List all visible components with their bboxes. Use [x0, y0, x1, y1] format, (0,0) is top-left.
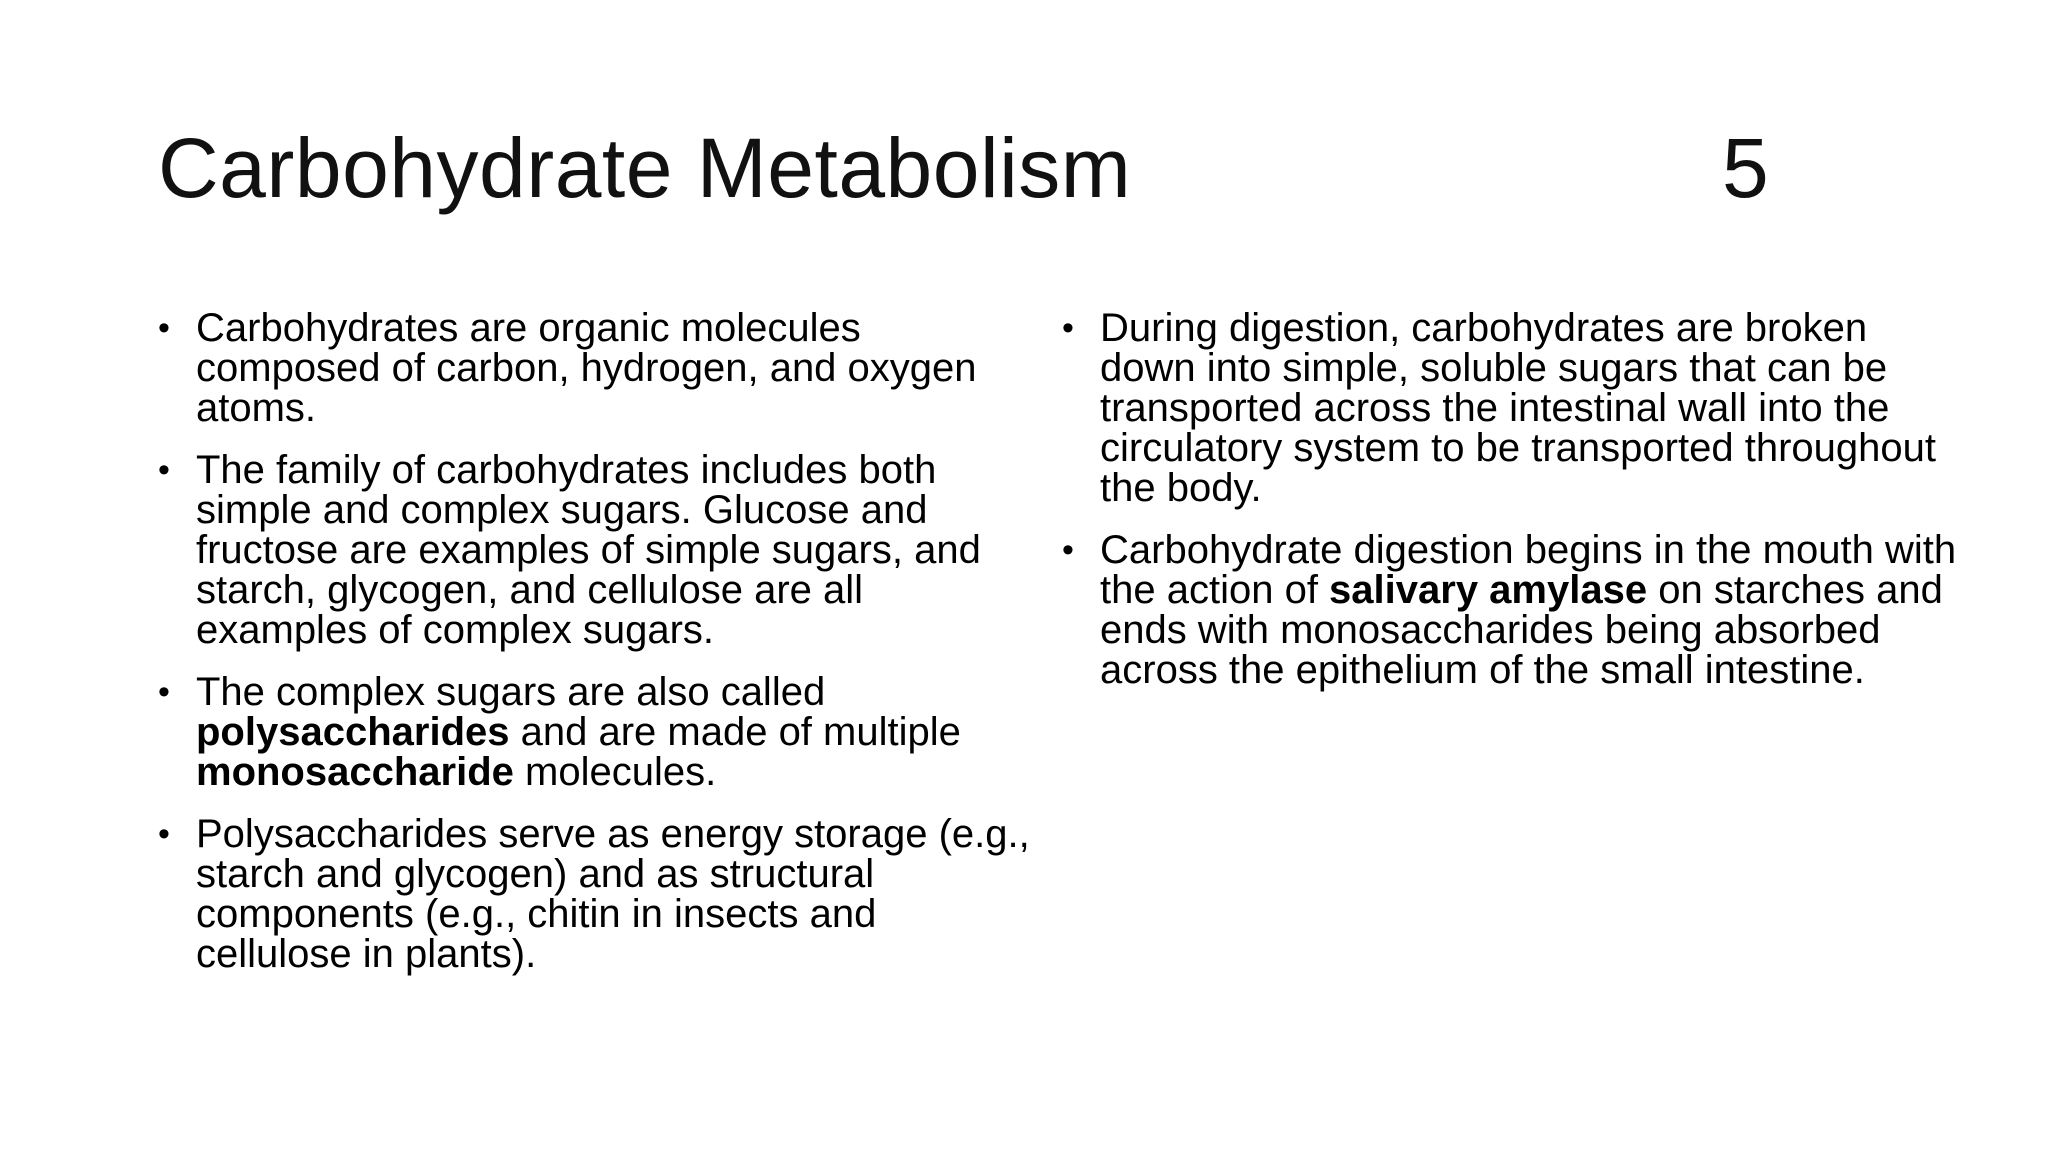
right-bullet-list	[1062, 308, 1962, 712]
bullet-text: During digestion, carbohydrates are broken down into simple, soluble sugars that can be transported across the intestinal wall into the circulatory system to be transported throughout the body.	[1100, 306, 1936, 510]
bullet-icon: •	[158, 815, 170, 853]
bullet-item	[158, 814, 1038, 974]
slide-number: 5	[1722, 121, 1769, 215]
bold-term-monosaccharide: monosaccharide	[196, 750, 514, 794]
bullet-item	[1062, 530, 1962, 690]
bullet-text: and are made of multiple	[509, 710, 961, 754]
bullet-text: The family of carbohydrates includes both simple and complex sugars. Glucose and fructose are examples of simple sugars, and starch, glycogen, and cellulose are all examples of complex sugars.	[196, 448, 981, 652]
bullet-text: Carbohydrate digestion begins in the mouth with the action of	[1100, 528, 1957, 612]
bold-term-polysaccharides: polysaccharides	[196, 710, 510, 754]
bullet-text: molecules.	[513, 750, 717, 794]
bullet-item	[158, 308, 1038, 428]
bullet-text: Polysaccharides serve as energy storage (e.g., starch and glycogen) and as structural components (e.g., chitin in insects and cellulose in plants).	[196, 812, 1030, 976]
bullet-item	[158, 450, 1038, 650]
bullet-text: Carbohydrates are organic molecules composed of carbon, hydrogen, and oxygen atoms.	[196, 306, 977, 430]
slide-title: Carbohydrate Metabolism	[158, 121, 1132, 215]
bullet-icon: •	[1062, 531, 1074, 569]
bullet-icon: •	[158, 673, 170, 711]
bullet-text: The complex sugars are also called	[196, 670, 826, 714]
bullet-icon: •	[158, 451, 170, 489]
bullet-item	[1062, 308, 1962, 508]
bullet-item	[158, 672, 1038, 792]
bullet-icon: •	[1062, 309, 1074, 347]
left-bullet-list	[158, 308, 1038, 996]
bullet-icon: •	[158, 309, 170, 347]
bullet-text: on starches and ends with monosaccharides being absorbed across the epithelium of the small intestine.	[1100, 568, 1943, 692]
bold-term-salivary-amylase: salivary amylase	[1329, 568, 1648, 612]
